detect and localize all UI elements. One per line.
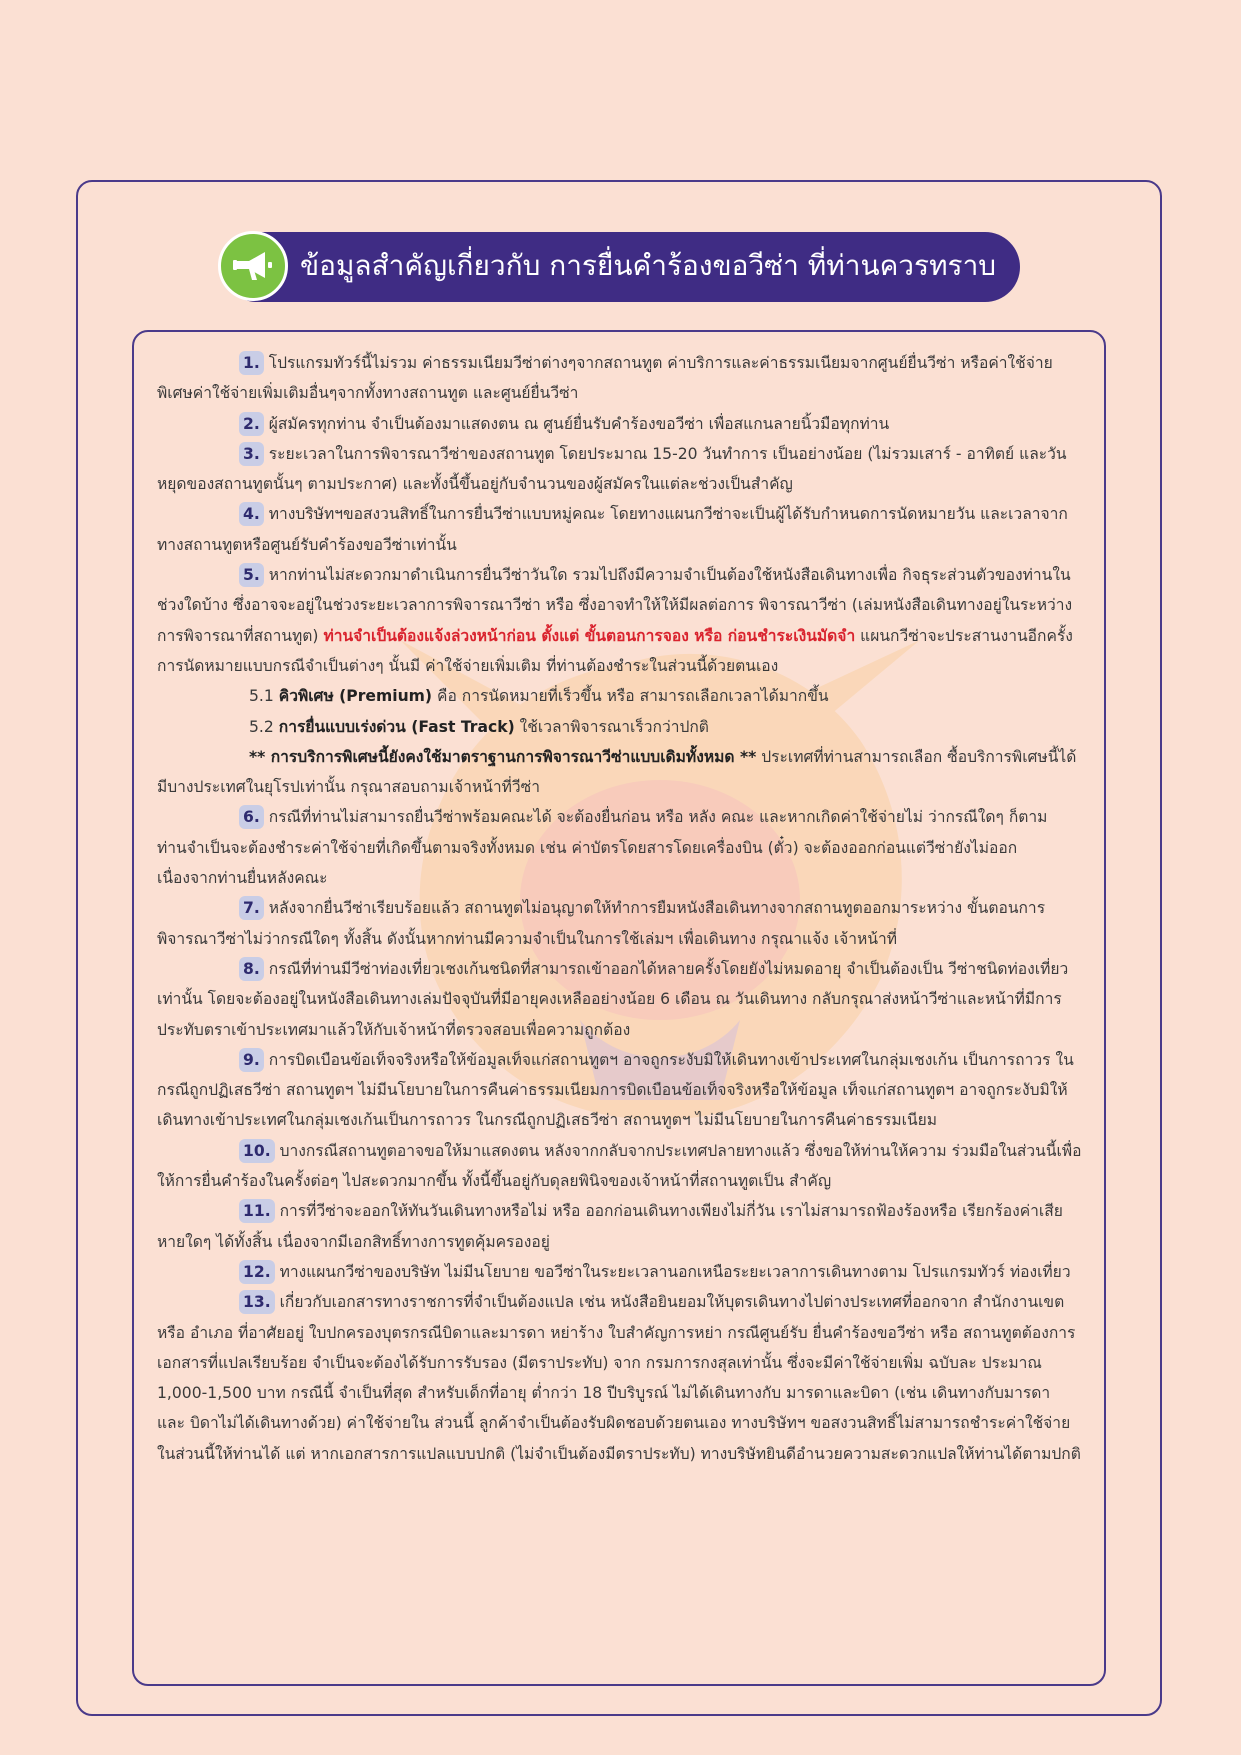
item-number: 4.: [239, 502, 264, 526]
list-item: [157, 560, 1082, 681]
list-item: [157, 1136, 1082, 1197]
premium-note: [157, 742, 1082, 803]
list-item: [157, 1287, 1082, 1469]
sub-item: [157, 681, 1082, 711]
item-number: 7.: [239, 896, 264, 920]
item-number: 5.: [239, 563, 264, 587]
list-item: [157, 409, 1082, 439]
list-item: [157, 954, 1082, 1045]
premium-note-text: ประเทศที่ท่านสามารถเลือก ซื้อบริการพิเศษนี้ได้ มีบางประเทศในยุโรปเท่านั้น กรุณาสอบถามเจ้าหน้าที่วีซ่า: [157, 747, 1077, 797]
list-item: [157, 499, 1082, 560]
item-number: 6.: [239, 805, 264, 829]
sub-item-text: คือ การนัดหมายที่เร็วขึ้น หรือ สามารถเลือกเวลาได้มากขึ้น: [432, 687, 829, 706]
item-text: การบิดเบือนข้อเท็จจริงหรือให้ข้อมูลเท็จแก่สถานทูตฯ อาจถูกระงับมิให้เดินทางเข้าประเทศในกลุ่มเชงเก้น เป็นการถาวร ในกรณีถูกปฏิเสธวีซ่า สถานทูตฯ ไม่มีนโยบายในการคืนค่าธรรมเนียมการบิดเบือนข้อเท็จจริงหรือให้ข้อมูล เท็จแก่สถานทูตฯ อาจถูกระงับมิให้เดินทางเข้าประเทศในกลุ่มเชงเก้นเป็นการถาวร ในกรณีถูกปฏิเสธวีซ่า สถานทูตฯ ไม่มีนโยบายในการคืนค่าธรรมเนียม: [157, 1050, 1074, 1130]
item-text: กรณีที่ท่านไม่สามารถยื่นวีซ่าพร้อมคณะได้ จะต้องยื่นก่อน หรือ หลัง คณะ และหากเกิดค่าใช้จ่ายไม่ ว่ากรณีใดๆ ก็ตาม ท่านจำเป็นจะต้องชำระค่าใช้จ่ายที่เกิดขึ้นตามจริงทั้งหมด เช่น ค่าบัตรโดยสารโดยเครื่องบิน (ตั๋ว) จะต้องออกก่อนแต่วีซ่ายังไม่ออก เนื่องจากท่านยื่นหลังคณะ: [157, 808, 1048, 888]
list-item: [157, 439, 1082, 500]
important-notice: ท่านจำเป็นต้องแจ้งล่วงหน้าก่อน ตั้งแต่ ขั้นตอนการจอง หรือ ก่อนชำระเงินมัดจำ: [323, 626, 856, 645]
item-number: 8.: [239, 957, 264, 981]
visa-info-content: [157, 348, 1082, 1469]
sub-item-title: คิวพิเศษ (Premium): [278, 687, 433, 706]
list-item: [157, 1045, 1082, 1136]
item-text: หากท่านไม่สะดวกมาดำเนินการยื่นวีซ่าวันใด รวมไปถึงมีความจำเป็นต้องใช้หนังสือเดินทางเพื่อ กิจธุระส่วนตัวของท่านในช่วงใดบ้าง ซึ่งอาจจะอยู่ในช่วงระยะเวลาการพิจารณาวีซ่า หรือ ซึ่งอาจทำให้ให้มีผลต่อการ พิจารณาวีซ่า (เล่มหนังสือเดินทางอยู่ในระหว่างการพิจารณาที่สถานทูต): [157, 566, 1073, 645]
item-number: 13.: [239, 1290, 275, 1314]
item-text: บางกรณีสถานทูตอาจขอให้มาแสดงตน หลังจากกลับจากประเทศปลายทางแล้ว ซึ่งขอให้ท่านให้ความ ร่วมมือในส่วนนี้เพื่อให้การยื่นคำร้องในครั้งต่อๆ ไปสะดวกมากขึ้น ทั้งนี้ขึ้นอยู่กับดุลยพินิจของเจ้าหน้าที่สถานทูตเป็น สำคัญ: [157, 1141, 1082, 1191]
megaphone-icon: [218, 231, 288, 301]
sub-item: [157, 712, 1082, 742]
item-text: เกี่ยวกับเอกสารทางราชการที่จำเป็นต้องแปล เช่น หนังสือยินยอมให้บุตรเดินทางไปต่างประเทศที่ออกจาก สำนักงานเขต หรือ อำเภอ ที่อาศัยอยู่ ใบปกครองบุตรกรณีบิดาและมารดา หย่าร้าง ใบสำคัญการหย่า กรณีศูนย์รับ ยื่นคำร้องขอวีซ่า หรือ สถานทูตต้องการ เอกสารที่แปลเรียบร้อย จำเป็นจะต้องได้รับการรับรอง (มีตราประทับ) จาก กรมการกงสุลเท่านั้น ซึ่งจะมีค่าใช้จ่ายเพิ่ม ฉบับละ ประมาณ 1,000-1,500 บาท กรณีนี้ จำเป็นที่สุด สำหรับเด็กที่อายุ ต่ำกว่า 18 ปีบริบูรณ์ ไม่ได้เดินทางกับ มารดาและบิดา (เช่น เดินทางกับมารดา และ บิดาไม่ได้เดินทางด้วย) ค่าใช้จ่ายใน ส่วนนี้ ลูกค้าจำเป็นต้องรับผิดชอบด้วยตนเอง ทางบริษัทฯ ขอสงวนสิทธิ์ไม่สามารถชำระค่าใช้จ่ายในส่วนนี้ให้ท่านได้ แต่ หากเอกสารการแปลแบบปกติ (ไม่จำเป็นต้องมีตราประทับ) ทางบริษัทยินดีอำนวยความสะดวกแปลให้ท่านได้ตามปกติ: [157, 1293, 1081, 1463]
item-number: 12.: [239, 1260, 275, 1284]
item-text: โปรแกรมทัวร์นี้ไม่รวม ค่าธรรมเนียมวีซ่าต่างๆจากสถานทูต ค่าบริการและค่าธรรมเนียมจากศูนย์ยื่นวีซ่า หรือค่าใช้จ่ายพิเศษค่าใช้จ่ายเพิ่มเติมอื่นๆจากทั้งทางสถานทูต และศูนย์ยื่นวีซ่า: [157, 354, 1053, 403]
sub-item-title: การยื่นแบบเร่งด่วน (Fast Track): [278, 717, 515, 736]
item-number: 2.: [239, 412, 264, 436]
item-number: 1.: [239, 351, 264, 375]
item-number: 10.: [239, 1139, 275, 1163]
premium-note-title: ** การบริการพิเศษนี้ยังคงใช้มาตราฐานการพิจารณาวีซ่าแบบเดิมทั้งหมด **: [249, 747, 757, 766]
sub-item-prefix: 5.2: [249, 717, 279, 736]
item-number: 3.: [239, 442, 264, 466]
list-item: [157, 1196, 1082, 1257]
list-item: [157, 802, 1082, 893]
list-item: [157, 348, 1082, 409]
list-item: [157, 893, 1082, 954]
page-title: ข้อมูลสำคัญเกี่ยวกับ การยื่นคำร้องขอวีซ่า ที่ท่านควรทราบ: [300, 249, 997, 282]
item-text: กรณีที่ท่านมีวีซ่าท่องเที่ยวเชงเก้นชนิดที่สามารถเข้าออกได้หลายครั้งโดยยังไม่หมดอายุ จำเป็นต้องเป็น วีซ่าชนิดท่องเที่ยวเท่านั้น โดยจะต้องอยู่ในหนังสือเดินทางเล่มปัจจุบันที่มีอายุคงเหลืออย่างน้อย 6 เดือน ณ วันเดินทาง กลับกรุณาส่งหน้าวีซ่าและหน้าที่มีการประทับตราเข้าประเทศมาแล้วให้กับเจ้าหน้าที่ตรวจสอบเพื่อความถูกต้อง: [157, 959, 1069, 1039]
sub-item-prefix: 5.1: [249, 687, 279, 706]
item-text: ผู้สมัครทุกท่าน จำเป็นต้องมาแสดงตน ณ ศูนย์ยื่นรับคำร้องขอวีซ่า เพื่อสแกนลายนิ้วมือทุกท่าน: [268, 414, 890, 433]
item-text: ทางบริษัทฯขอสงวนสิทธิ์ในการยื่นวีซ่าแบบหมู่คณะ โดยทางแผนกวีซ่าจะเป็นผู้ได้รับกำหนดการนัดหมายวัน และเวลาจากทางสถานทูตหรือศูนย์รับคำร้องขอวีซ่าเท่านั้น: [157, 505, 1068, 554]
item-text: แผนกวีซ่าจะประสานงานอีกครั้ง การนัดหมายแบบกรณีจำเป็นต่างๆ นั้นมี ค่าใช้จ่ายเพิ่มเติม ที่ท่านต้องชำระในส่วนนี้ด้วยตนเอง: [157, 626, 1073, 675]
item-number: 11.: [239, 1199, 275, 1223]
item-text: ระยะเวลาในการพิจารณาวีซ่าของสถานทูต โดยประมาณ 15-20 วันทำการ เป็นอย่างน้อย (ไม่รวมเสาร์ - อาทิตย์ และวันหยุดของสถานทูตนั้นๆ ตามประกาศ) และทั้งนี้ขึ้นอยู่กับจำนวนของผู้สมัครในแต่ละช่วงเป็นสำคัญ: [157, 444, 1067, 494]
item-text: ทางแผนกวีซ่าของบริษัท ไม่มีนโยบาย ขอวีซ่าในระยะเวลานอกเหนือระยะเวลาการเดินทางตาม โปรแกรมทัวร์ ท่องเที่ยว: [279, 1262, 1071, 1281]
item-text: หลังจากยื่นวีซ่าเรียบร้อยแล้ว สถานทูตไม่อนุญาตให้ทำการยืมหนังสือเดินทางจากสถานทูตออกมาระหว่าง ขั้นตอนการพิจารณาวีซ่าไม่ว่ากรณีใดๆ ทั้งสิ้น ดังนั้นหากท่านมีความจำเป็นในการใช้เล่มฯ เพื่อเดินทาง กรุณาแจ้ง เจ้าหน้าที่: [157, 899, 1046, 948]
item-text: การที่วีซ่าจะออกให้ทันวันเดินทางหรือไม่ หรือ ออกก่อนเดินทางเพียงไม่กี่วัน เราไม่สามารถฟ้องร้องหรือ เรียกร้องค่าเสียหายใดๆ ได้ทั้งสิ้น เนื่องจากมีเอกสิทธิ์ทางการทูตคุ้มครองอยู่: [157, 1202, 1063, 1251]
list-item: [157, 1257, 1082, 1287]
sub-item-text: ใช้เวลาพิจารณาเร็วกว่าปกติ: [514, 717, 709, 736]
item-number: 9.: [239, 1048, 264, 1072]
